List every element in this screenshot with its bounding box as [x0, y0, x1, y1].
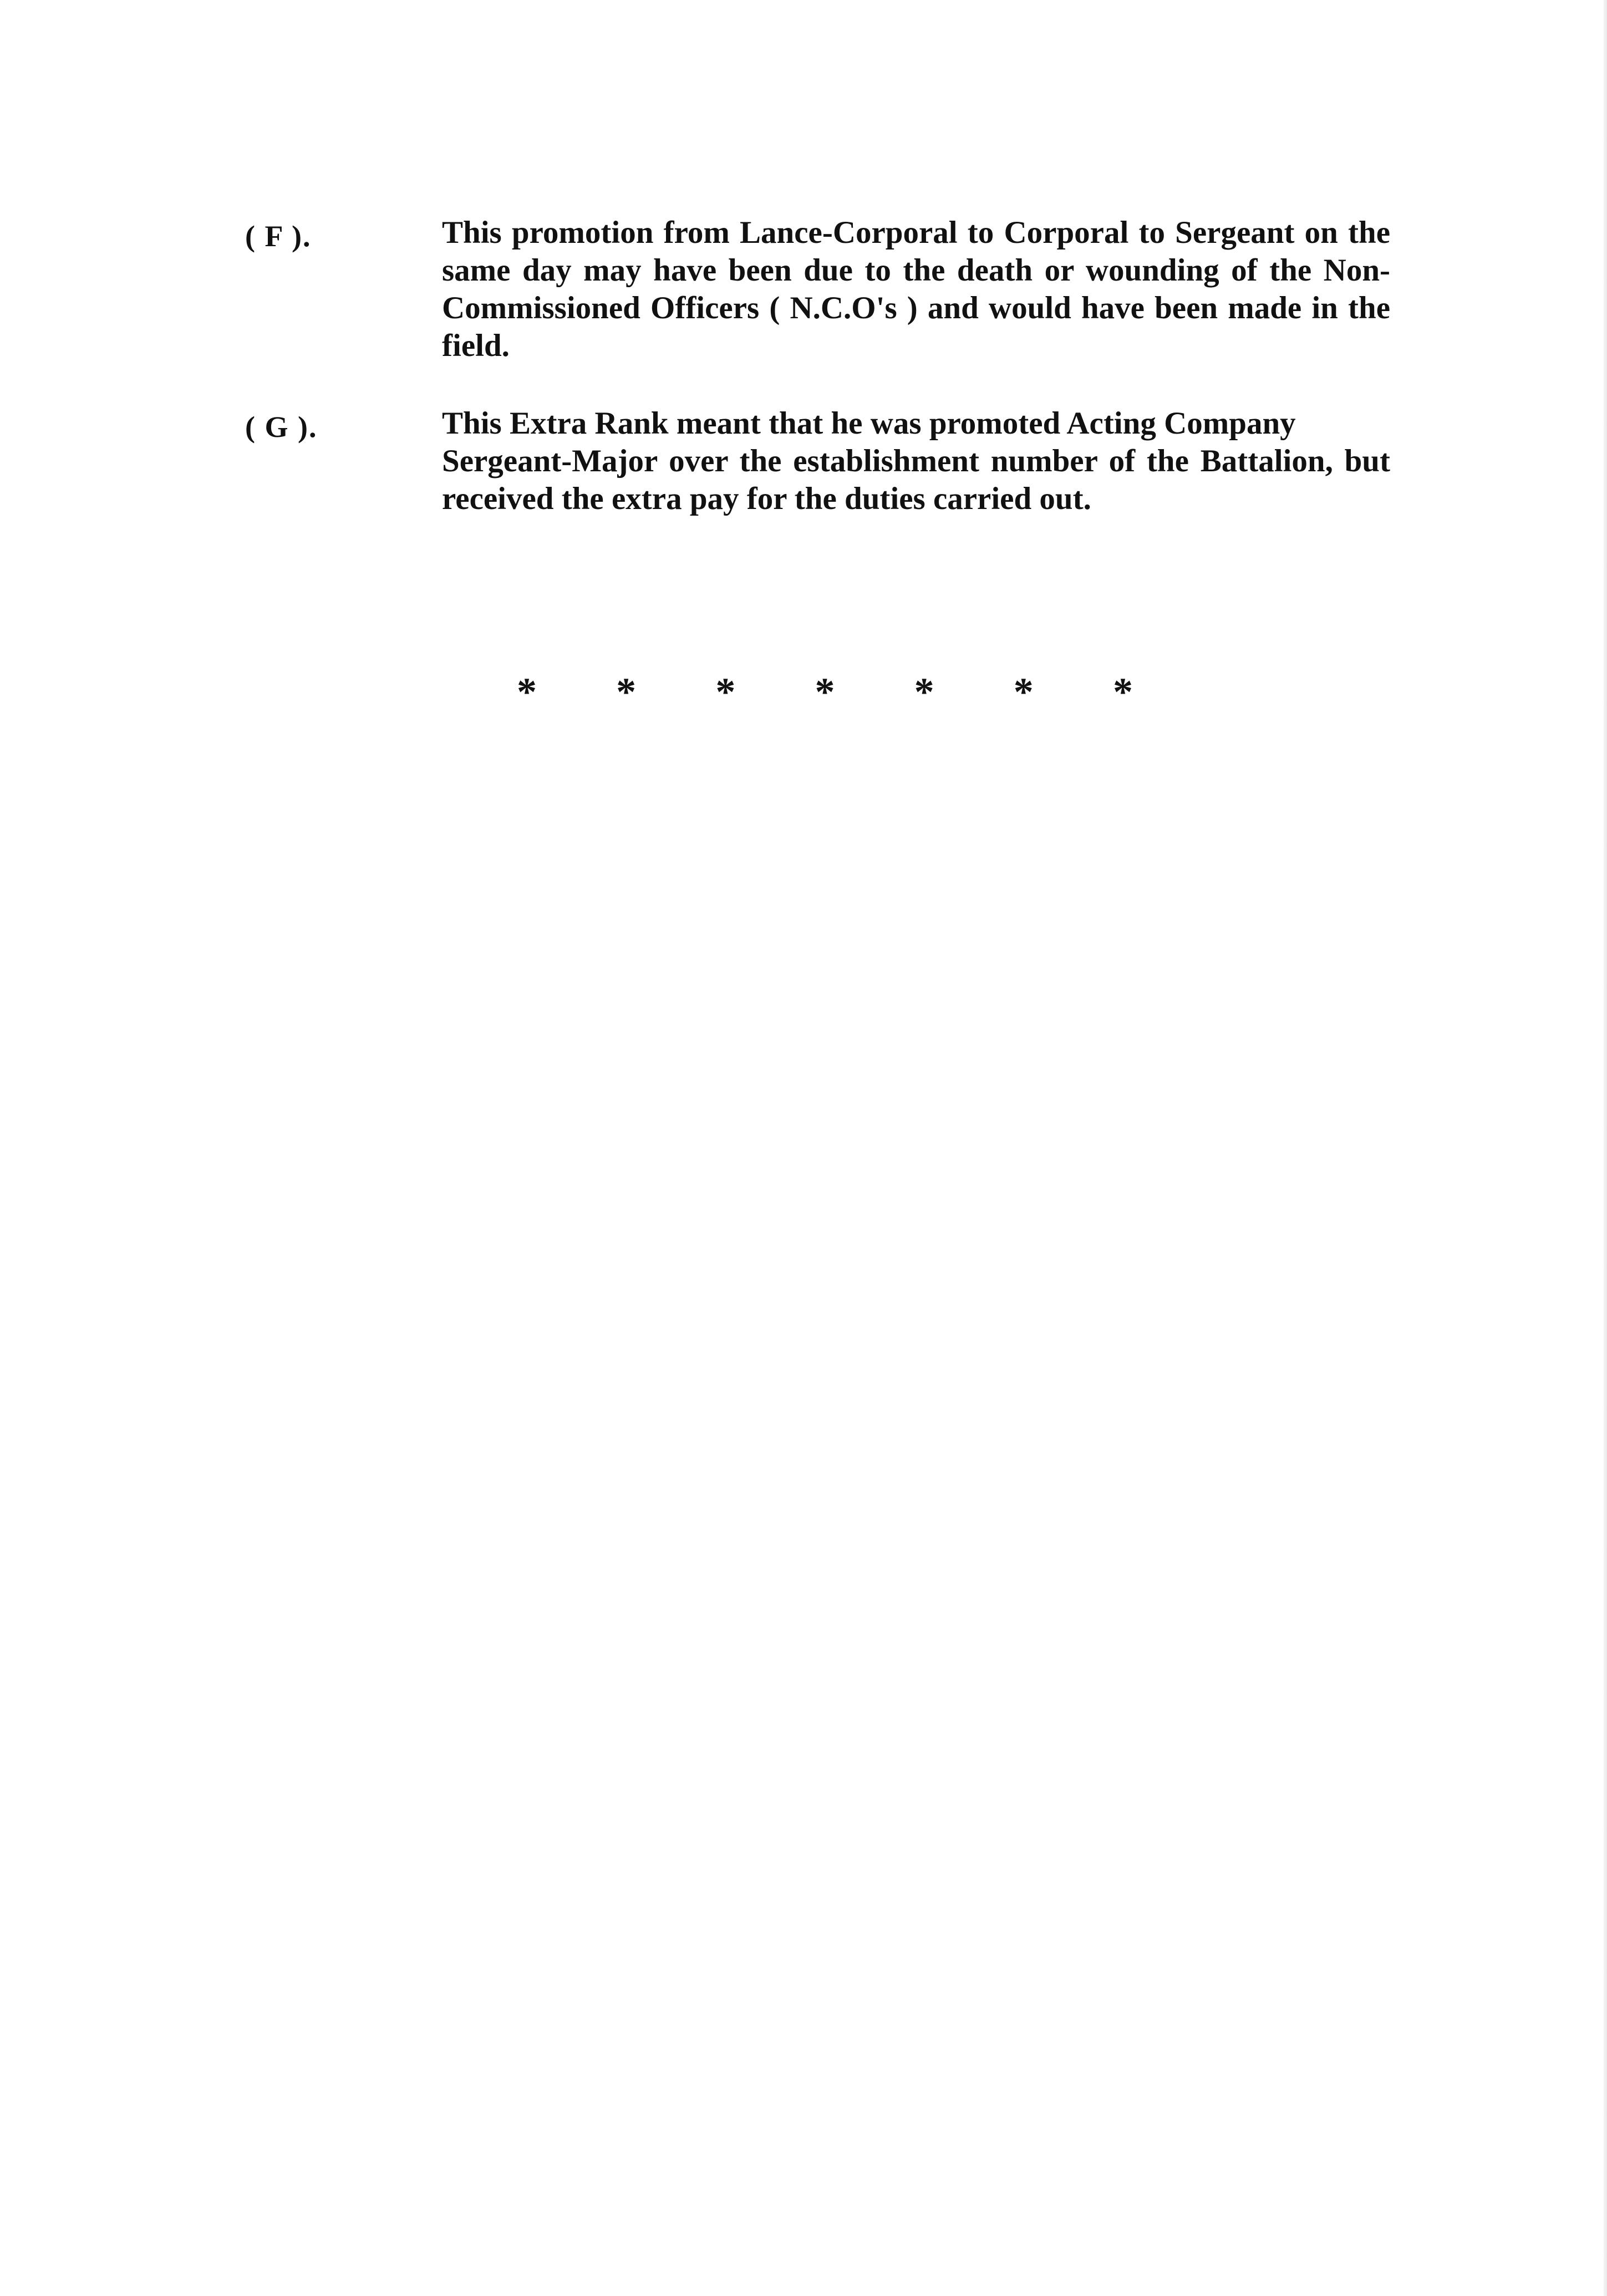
text-line: same day may have been due to the death or wounding of the Non-: [442, 253, 1390, 288]
section-separator: [516, 670, 1134, 714]
text-line: received the extra pay for the duties carried out.: [442, 481, 1091, 516]
separator-asterisk: *: [1112, 670, 1133, 714]
separator-asterisk: *: [1013, 670, 1034, 714]
separator-asterisk: *: [914, 670, 934, 714]
separator-asterisk: *: [616, 670, 637, 714]
text-line: This Extra Rank meant that he was promoted Acting Company: [442, 406, 1296, 441]
text-line: This promotion from Lance-Corporal to Corporal to Sergeant on the: [442, 215, 1390, 250]
page-edge-shadow: [1604, 0, 1607, 2296]
separator-asterisk: *: [715, 670, 736, 714]
footnote-text: [442, 214, 1390, 365]
footnote-text: [442, 405, 1390, 518]
text-line: Commissioned Officers ( N.C.O's ) and would have been made in the: [442, 291, 1390, 325]
separator-asterisk: *: [517, 670, 537, 714]
text-line: Sergeant-Major over the establishment number of the Battalion, but: [442, 444, 1390, 478]
footnote-label: ( F ).: [245, 220, 312, 253]
separator-asterisk: *: [815, 670, 835, 714]
footnote-label: ( G ).: [245, 410, 318, 444]
text-line: field.: [442, 328, 510, 363]
